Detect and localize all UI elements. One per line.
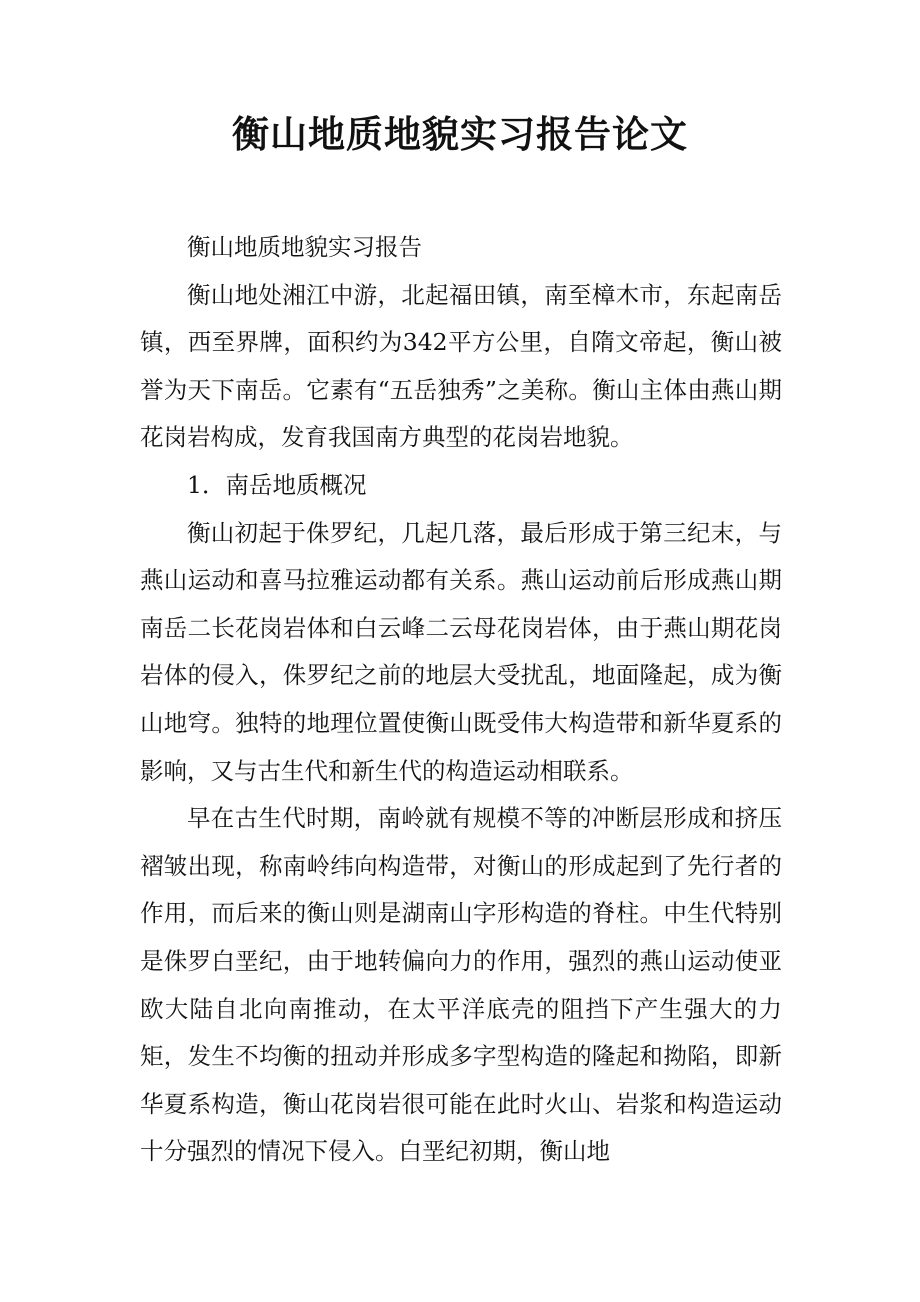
tectonics-paragraph: 早在古生代时期，南岭就有规模不等的冲断层形成和挤压褶皱出现，称南岭纬向构造带，对衡山的形成起到了先行者的作用，而后来的衡山则是湖南山字形构造的脊柱。中生代特别是侏罗白垩纪，由于地转偏向力的作用，强烈的燕山运动使亚欧大陆自北向南推动，在太平洋底壳的阻挡下产生强大的力矩，发生不均衡的扭动并形成多字型构造的隆起和拗陷，即新华夏系构造，衡山花岗岩很可能在此时火山、岩浆和构造运动十分强烈的情况下侵入。白垩纪初期，衡山地	[140, 804, 782, 1166]
document-body	[140, 224, 782, 1176]
section-heading: 1．南岳地质概况	[187, 470, 367, 499]
subtitle-paragraph: 衡山地质地貌实习报告	[187, 233, 422, 261]
document-title: 衡山地质地貌实习报告论文	[232, 112, 688, 156]
intro-paragraph: 衡山地处湘江中游，北起福田镇，南至樟木市，东起南岳镇，西至界牌，面积约为342平方公里，自隋文帝起，衡山被誉为天下南岳。它素有“五岳独秀”之美称。衡山主体由燕山期花岗岩构成，发育我国南方典型的花岗岩地貌。	[140, 280, 782, 452]
geology-paragraph: 衡山初起于侏罗纪，几起几落，最后形成于第三纪末，与燕山运动和喜马拉雅运动都有关系。燕山运动前后形成燕山期南岳二长花岗岩体和白云峰二云母花岗岩体，由于燕山期花岗岩体的侵入，侏罗纪之前的地层大受扰乱，地面隆起，成为衡山地穹。独特的地理位置使衡山既受伟大构造带和新华夏系的影响，又与古生代和新生代的构造运动相联系。	[140, 518, 782, 785]
